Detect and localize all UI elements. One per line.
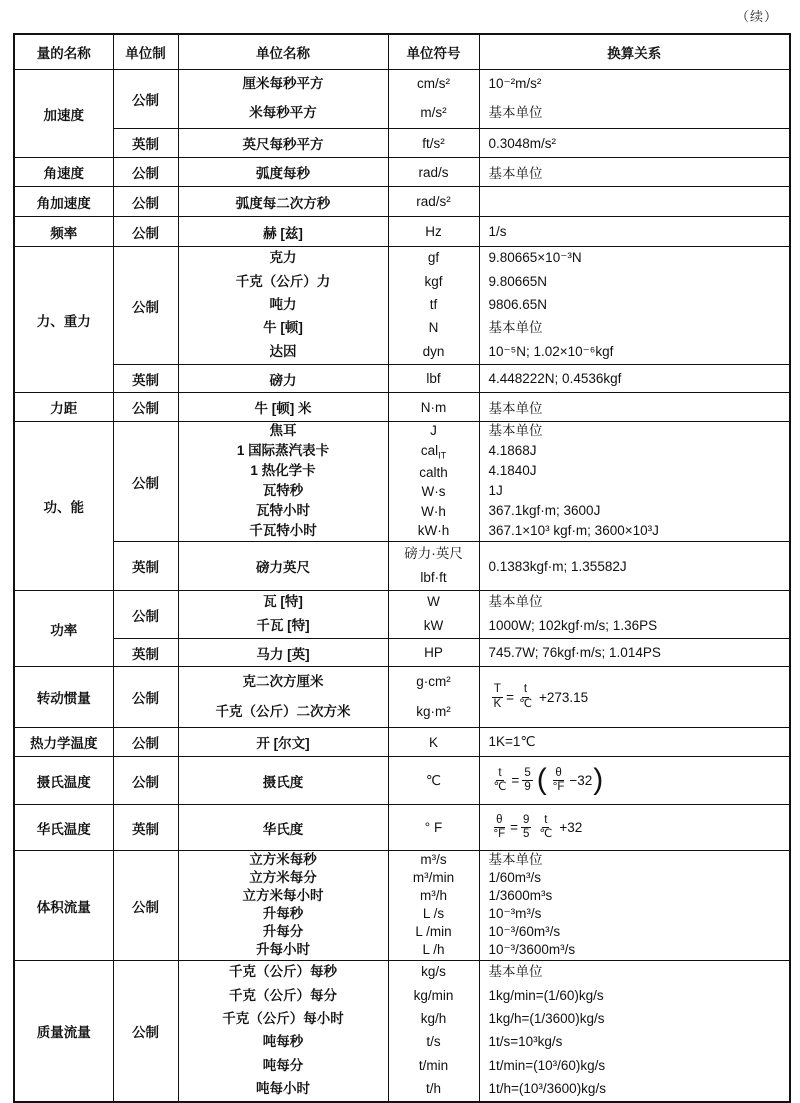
unit-symbol: dyn xyxy=(422,343,445,359)
quantity-cell: 加速度 xyxy=(14,70,113,158)
unit-symbol: t/min xyxy=(418,1057,449,1073)
unit-name: 克二次方厘米 xyxy=(242,673,324,689)
unit-symbol: cm/s² xyxy=(417,76,450,92)
conversion-value: 10⁻²m/s² xyxy=(488,76,542,92)
unit-name: 升每小时 xyxy=(256,942,310,958)
header-unit-name: 单位名称 xyxy=(178,34,388,70)
conversion-value: 10⁻³m³/s xyxy=(488,906,542,922)
header-system: 单位制 xyxy=(113,34,178,70)
conversion-value: 1kg/h=(1/3600)kg/s xyxy=(488,1010,605,1026)
system-cell: 公制 xyxy=(113,422,178,542)
table-row xyxy=(14,393,790,422)
unit-name: 千克（公斤）每秒 xyxy=(229,964,337,980)
unit-name: 千克（公斤）二次方米 xyxy=(215,703,351,719)
system-cell: 英制 xyxy=(113,365,178,393)
conversion-value: 1t/h=(10³/3600)kg/s xyxy=(488,1080,606,1096)
unit-name: 1 热化学卡 xyxy=(250,463,316,479)
unit-name: 千瓦特小时 xyxy=(249,522,317,538)
system-cell: 公制 xyxy=(113,757,178,805)
unit-symbol: Hz xyxy=(388,217,479,247)
unit-symbol: W xyxy=(427,594,440,610)
unit-name: 牛 [顿] 米 xyxy=(178,393,388,422)
conversion-value: 9.80665N xyxy=(488,273,548,289)
table-row xyxy=(14,757,790,805)
unit-name: 立方米每分 xyxy=(249,869,317,885)
table-row xyxy=(14,422,790,542)
unit-name: 赫 [兹] xyxy=(178,217,388,247)
system-cell: 公制 xyxy=(113,393,178,422)
quantity-cell: 功率 xyxy=(14,591,113,667)
unit-name: 焦耳 xyxy=(269,423,297,439)
conversion-value: 基本单位 xyxy=(479,158,790,187)
unit-name: 摄氏度 xyxy=(178,757,388,805)
unit-symbol: m/s² xyxy=(420,105,447,121)
unit-symbol: t/s xyxy=(426,1034,441,1050)
unit-symbol: tf xyxy=(429,297,438,313)
unit-name: 马力 [英] xyxy=(178,639,388,667)
conversion-value: 4.1840J xyxy=(488,463,537,479)
unit-symbol: rad/s xyxy=(388,158,479,187)
conversion-value: 基本单位 xyxy=(488,964,543,980)
unit-name: 开 [尔文] xyxy=(178,728,388,757)
unit-name: 瓦特秒 xyxy=(262,482,304,498)
header-quantity: 量的名称 xyxy=(14,34,113,70)
unit-symbol: L /h xyxy=(422,942,445,958)
conversion-value: 1t/s=10³kg/s xyxy=(488,1034,563,1050)
unit-symbol: g·cm² xyxy=(416,673,451,689)
unit-name: 吨每小时 xyxy=(256,1080,310,1096)
table-row xyxy=(14,542,790,591)
unit-name: 立方米每秒 xyxy=(249,851,317,867)
unit-symbol: kg/s xyxy=(421,964,446,980)
table-row xyxy=(14,961,790,1103)
unit-name: 达因 xyxy=(269,343,297,359)
unit-name: 吨力 xyxy=(269,297,297,313)
unit-name: 千瓦 [特] xyxy=(256,617,310,633)
conversion-value: 1kg/min=(1/60)kg/s xyxy=(488,987,604,1003)
unit-symbol: calth xyxy=(419,464,448,480)
table-row xyxy=(14,728,790,757)
header-row xyxy=(14,34,790,70)
unit-symbol: kgf xyxy=(424,273,443,289)
conversion-value: 367.1×10³ kgf·m; 3600×10³J xyxy=(488,522,659,538)
quantity-cell: 频率 xyxy=(14,217,113,247)
table-row xyxy=(14,187,790,217)
unit-symbol: L /s xyxy=(422,906,445,922)
conversion-value: 367.1kgf·m; 3600J xyxy=(488,502,601,518)
system-cell: 公制 xyxy=(113,217,178,247)
unit-symbol: K xyxy=(388,728,479,757)
unit-name: 弧度每秒 xyxy=(178,158,388,187)
system-cell: 公制 xyxy=(113,591,178,639)
unit-name: 瓦特小时 xyxy=(256,502,310,518)
quantity-cell: 角速度 xyxy=(14,158,113,187)
system-cell: 公制 xyxy=(113,851,178,961)
conversion-value: 745.7W; 76kgf·m/s; 1.014PS xyxy=(479,639,790,667)
unit-name: 牛 [顿] xyxy=(263,320,303,336)
continued-label: （续） xyxy=(735,9,778,24)
unit-name: 华氏度 xyxy=(178,805,388,851)
unit-name: 克力 xyxy=(269,250,297,266)
unit-symbol: W·s xyxy=(421,484,446,500)
unit-symbol: m³/h xyxy=(420,887,447,903)
unit-name: 弧度每二次方秒 xyxy=(178,187,388,217)
unit-symbol: m³/min xyxy=(412,869,455,885)
unit-name: 吨每秒 xyxy=(262,1034,304,1050)
unit-symbol: HP xyxy=(388,639,479,667)
system-cell: 公制 xyxy=(113,667,178,728)
conversion-value: 1/s xyxy=(479,217,790,247)
quantity-cell: 华氏温度 xyxy=(14,805,113,851)
table-row xyxy=(14,247,790,365)
conversion-value: 9806.65N xyxy=(488,297,548,313)
system-cell: 英制 xyxy=(113,542,178,591)
table-row xyxy=(14,217,790,247)
conversion-value: 10⁻⁵N; 1.02×10⁻⁶kgf xyxy=(488,343,614,359)
unit-name: 千克（公斤）每小时 xyxy=(222,1010,344,1026)
quantity-cell: 功、能 xyxy=(14,422,113,591)
table-row xyxy=(14,365,790,393)
system-cell: 英制 xyxy=(113,639,178,667)
unit-name: 千克（公斤）力 xyxy=(235,273,331,289)
unit-name: 英尺每秒平方 xyxy=(178,129,388,158)
unit-symbol: m³/s xyxy=(420,851,447,867)
unit-name: 磅力 xyxy=(178,365,388,393)
unit-symbol: lbf·ft xyxy=(420,569,447,585)
unit-symbol: rad/s² xyxy=(388,187,479,217)
system-cell: 公制 xyxy=(113,728,178,757)
unit-name: 瓦 [特] xyxy=(263,594,303,610)
conversion-value: 10⁻³/60m³/s xyxy=(488,924,561,940)
unit-symbol: ° F xyxy=(388,805,479,851)
system-cell: 公制 xyxy=(113,187,178,217)
conversion-value: 1/3600m³s xyxy=(488,887,553,903)
unit-name: 千克（公斤）每分 xyxy=(229,987,337,1003)
unit-name: 1 国际蒸汽表卡 xyxy=(236,443,330,459)
unit-symbol: 磅力·英尺 xyxy=(404,545,463,561)
quantity-cell: 体积流量 xyxy=(14,851,113,961)
unit-symbol: ℃ xyxy=(388,757,479,805)
conversion-value: 基本单位 xyxy=(488,320,543,336)
conversion-value: 1/60m³/s xyxy=(488,869,542,885)
table-row xyxy=(14,591,790,639)
unit-name: 立方米每小时 xyxy=(242,887,324,903)
unit-conversion-table xyxy=(13,33,791,1103)
table-row xyxy=(14,851,790,961)
system-cell: 英制 xyxy=(113,129,178,158)
table-row xyxy=(14,70,790,129)
unit-symbol: J xyxy=(430,423,437,439)
system-cell: 公制 xyxy=(113,247,178,365)
unit-symbol: t/h xyxy=(425,1080,441,1096)
header-conversion: 换算关系 xyxy=(479,34,790,70)
unit-symbol-with-subscript: cal$_{IT}$ xyxy=(420,442,447,461)
unit-symbol: W·h xyxy=(421,503,446,519)
quantity-cell: 热力学温度 xyxy=(14,728,113,757)
unit-symbol: ft/s² xyxy=(388,129,479,158)
conversion-value: 基本单位 xyxy=(488,105,543,121)
table-row xyxy=(14,129,790,158)
conversion-value: 基本单位 xyxy=(488,594,543,610)
table-row xyxy=(14,667,790,728)
unit-symbol: lbf xyxy=(388,365,479,393)
quantity-cell: 摄氏温度 xyxy=(14,757,113,805)
quantity-cell: 质量流量 xyxy=(14,961,113,1103)
unit-symbol: kg/h xyxy=(420,1010,447,1026)
system-cell: 公制 xyxy=(113,961,178,1103)
unit-symbol: L /min xyxy=(415,924,452,940)
conversion-value xyxy=(479,187,790,217)
conversion-formula: $\frac{T}{K}$ = $\frac{t}{℃}$ +273.15 xyxy=(479,667,790,728)
header-unit-symbol: 单位符号 xyxy=(388,34,479,70)
unit-symbol: gf xyxy=(427,250,440,266)
conversion-value: 4.1868J xyxy=(488,443,537,459)
unit-symbol: N xyxy=(428,320,439,336)
system-cell: 公制 xyxy=(113,70,178,129)
conversion-value: 1K=1℃ xyxy=(479,728,790,757)
quantity-cell: 力距 xyxy=(14,393,113,422)
quantity-cell: 角加速度 xyxy=(14,187,113,217)
system-cell: 公制 xyxy=(113,158,178,187)
conversion-value: 基本单位 xyxy=(488,423,543,439)
conversion-value: 基本单位 xyxy=(488,851,543,867)
unit-name: 升每分 xyxy=(262,924,304,940)
conversion-value: 基本单位 xyxy=(479,393,790,422)
quantity-cell: 力、重力 xyxy=(14,247,113,393)
conversion-value: 10⁻³/3600m³/s xyxy=(488,942,576,958)
unit-name: 米每秒平方 xyxy=(249,105,317,121)
unit-name: 磅力英尺 xyxy=(178,542,388,591)
conversion-value: 0.1383kgf·m; 1.35582J xyxy=(479,542,790,591)
unit-symbol: kW xyxy=(423,617,444,633)
conversion-value: 0.3048m/s² xyxy=(479,129,790,158)
unit-name: 升每秒 xyxy=(262,906,304,922)
conversion-value: 9.80665×10⁻³N xyxy=(488,250,582,266)
quantity-cell: 转动惯量 xyxy=(14,667,113,728)
conversion-formula: $\frac{\theta}{^\circ F}$ = $\frac{9}{5}$ $\frac{t}{℃}$ +32 xyxy=(479,805,790,851)
unit-symbol: kg·m² xyxy=(416,703,451,719)
unit-symbol: kW·h xyxy=(417,522,450,538)
unit-name: 厘米每秒平方 xyxy=(242,76,324,92)
conversion-value: 1J xyxy=(488,482,503,498)
conversion-formula: $\frac{t}{℃}$ = $\frac{5}{9}$ ( $\frac{\theta}{^\circ F}$ −32 ) xyxy=(479,757,790,805)
unit-symbol: kg/min xyxy=(413,987,454,1003)
table-row xyxy=(14,639,790,667)
unit-name: 吨每分 xyxy=(262,1057,304,1073)
table-row xyxy=(14,158,790,187)
system-cell: 英制 xyxy=(113,805,178,851)
conversion-value: 1t/min=(10³/60)kg/s xyxy=(488,1057,606,1073)
table-row xyxy=(14,805,790,851)
conversion-value: 4.448222N; 0.4536kgf xyxy=(479,365,790,393)
conversion-value: 1000W; 102kgf·m/s; 1.36PS xyxy=(488,617,658,633)
unit-symbol: N·m xyxy=(388,393,479,422)
